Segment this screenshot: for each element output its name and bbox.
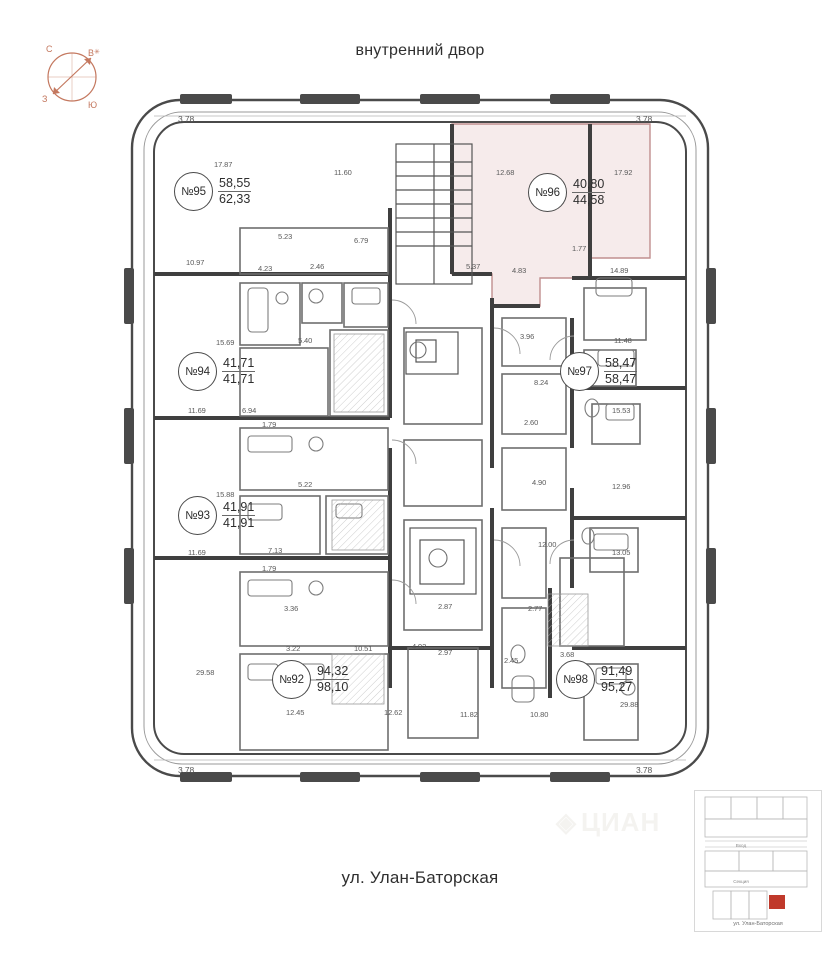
apartment-marker-93[interactable]: [178, 496, 255, 535]
dim-12-68: 12.68: [496, 168, 515, 177]
dim-3-22: 3.22: [286, 644, 301, 653]
dim-29-58: 29.58: [196, 668, 215, 677]
dim-11-69-b: 11.69: [188, 548, 206, 557]
dim-1-79-a: 1.79: [262, 420, 277, 429]
dim-5-22: 5.22: [298, 480, 313, 489]
apartment-marker-92[interactable]: [272, 660, 349, 699]
apartment-number-97: №97: [560, 352, 599, 391]
dim-6-79: 6.79: [354, 236, 369, 245]
apartment-number-96: №96: [528, 173, 567, 212]
watermark-mark: ◈: [556, 806, 577, 837]
svg-text:Секция: Секция: [733, 879, 749, 884]
dim-7-13: 7.13: [268, 546, 283, 555]
apartment-marker-98[interactable]: [556, 660, 633, 699]
page-title-street: ул. Улан-Баторская: [341, 868, 499, 887]
dim-8-24: 8.24: [534, 378, 549, 387]
apartment-marker-95[interactable]: [174, 172, 251, 211]
apartment-area-95: 58,55 62,33: [219, 175, 251, 206]
dim-1-77: 1.77: [572, 244, 587, 253]
dim-12-00: 12.00: [538, 540, 557, 549]
dim-2-60: 2.60: [524, 418, 539, 427]
dim-12-96: 12.96: [612, 482, 631, 491]
apartment-marker-94[interactable]: [178, 352, 255, 391]
apartment-area-98: 91,49 95,27: [601, 663, 633, 694]
dim-top-left: 3.78: [178, 114, 195, 124]
dim-5-40: 5.40: [298, 336, 313, 345]
apartment-number-92: №92: [272, 660, 311, 699]
watermark-cian: [556, 800, 686, 844]
apartment-number-94: №94: [178, 352, 217, 391]
dim-2-97: 2.97: [438, 648, 453, 657]
dim-3-36: 3.36: [284, 604, 299, 613]
dim-bottom-right: 3.78: [636, 765, 653, 775]
apartment-area-93: 41,91 41,91: [223, 499, 255, 530]
apartment-marker-96[interactable]: [528, 173, 605, 212]
dim-1-79-b: 1.79: [262, 564, 277, 573]
dim-12-45: 12.45: [286, 708, 305, 717]
dim-5-37: 5.37: [466, 262, 481, 271]
dim-2-46: 2.46: [310, 262, 325, 271]
watermark-text: ЦИАН: [581, 806, 661, 837]
apartment-area-97: 58,47 58,47: [605, 355, 637, 386]
dim-3-68: 3.68: [560, 650, 575, 659]
compass-north: С: [46, 44, 53, 54]
svg-text:✳: ✳: [94, 49, 100, 56]
dim-5-23: 5.23: [278, 232, 293, 241]
svg-text:Вход: Вход: [735, 843, 747, 848]
dim-14-89: 14.89: [610, 266, 629, 275]
apartment-area-94: 41,71 41,71: [223, 355, 255, 386]
apartment-number-93: №93: [178, 496, 217, 535]
dim-15-69: 15.69: [216, 338, 235, 347]
dim-13-05: 13.05: [612, 548, 631, 557]
dim-2-77: 2.77: [528, 604, 543, 613]
dim-15-88: 15.88: [216, 490, 235, 499]
dim-11-60: 11.60: [334, 168, 352, 177]
dim-6-94: 6.94: [242, 406, 257, 415]
dim-4-90: 4.90: [532, 478, 547, 487]
dim-17-92: 17.92: [614, 168, 633, 177]
dim-10-97: 10.97: [186, 258, 205, 267]
dim-11-82: 11.82: [460, 710, 478, 719]
key-plan-caption: ул. Улан-Баторская: [733, 921, 783, 927]
compass-west: З: [42, 94, 48, 104]
dim-15-53: 15.53: [612, 406, 631, 415]
apartment-area-96: 40,80 44,58: [573, 176, 605, 207]
dim-29-88: 29.88: [620, 700, 639, 709]
apartment-marker-97[interactable]: [560, 352, 637, 391]
dim-4-92: 4.92: [412, 642, 427, 651]
apartment-number-98: №98: [556, 660, 595, 699]
dim-2-45: 2.45: [504, 656, 519, 665]
dim-4-23: 4.23: [258, 264, 273, 273]
dim-bottom-left: 3.78: [178, 765, 195, 775]
dim-2-87: 2.87: [438, 602, 453, 611]
compass-east: В: [88, 48, 95, 58]
dim-11-69-a: 11.69: [188, 406, 206, 415]
dim-3-96: 3.96: [520, 332, 535, 341]
dim-12-62: 12.62: [384, 708, 403, 717]
key-plan[interactable]: [694, 790, 822, 932]
compass-rose: [24, 32, 120, 122]
apartment-area-92: 94,32 98,10: [317, 663, 349, 694]
dim-11-48: 11.48: [614, 336, 632, 345]
dim-10-80: 10.80: [530, 710, 549, 719]
apartment-number-95: №95: [174, 172, 213, 211]
page-title-courtyard: внутренний двор: [355, 42, 485, 59]
compass-south: Ю: [88, 100, 98, 110]
dim-10-51: 10.51: [354, 644, 373, 653]
dim-top-right: 3.78: [636, 114, 653, 124]
dim-17-87: 17.87: [214, 160, 233, 169]
dim-4-83: 4.83: [512, 266, 527, 275]
